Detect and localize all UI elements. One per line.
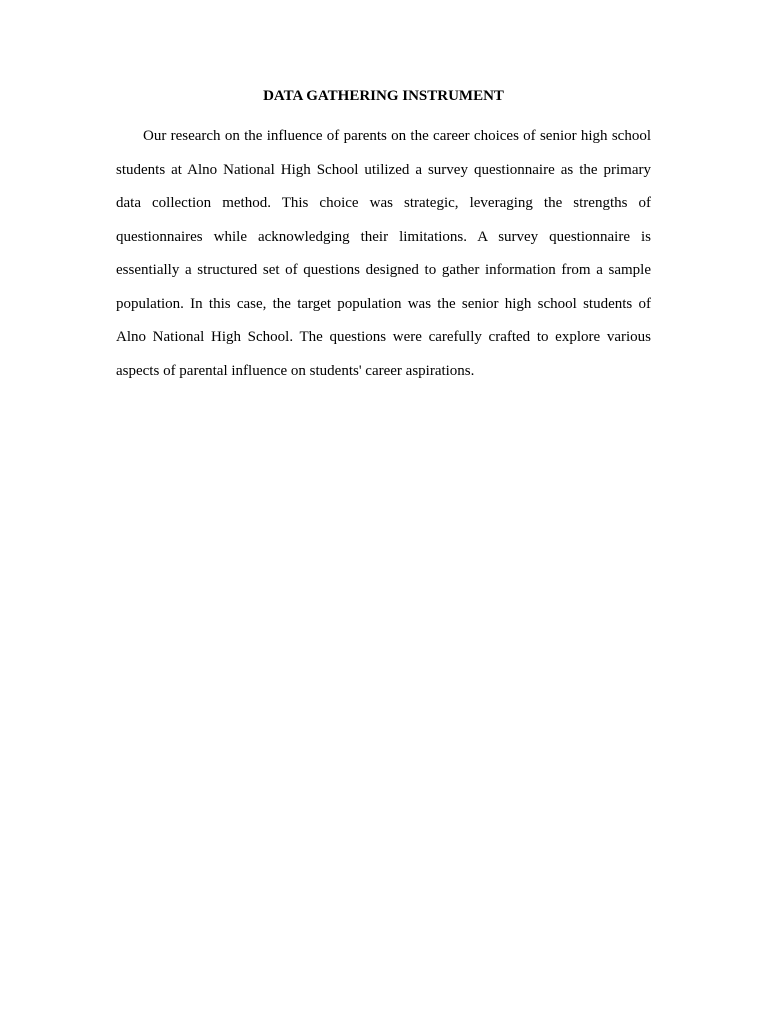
section-heading: DATA GATHERING INSTRUMENT — [263, 88, 504, 104]
body-paragraph: Our research on the influence of parents on the career choices of senior high school students at Alno National High School utilized a survey questionnaire as the primary data collection method. This choice was strategic, leveraging the strengths of questionnaires while acknowledging their limitations. A survey questionnaire is essentially a structured set of questions designed to gather information from a sample population. In this case, the target population was the senior high school students of Alno National High School. The questions were carefully crafted to explore various aspects of parental influence on students' career aspirations. — [116, 128, 651, 379]
document-content — [116, 86, 651, 388]
